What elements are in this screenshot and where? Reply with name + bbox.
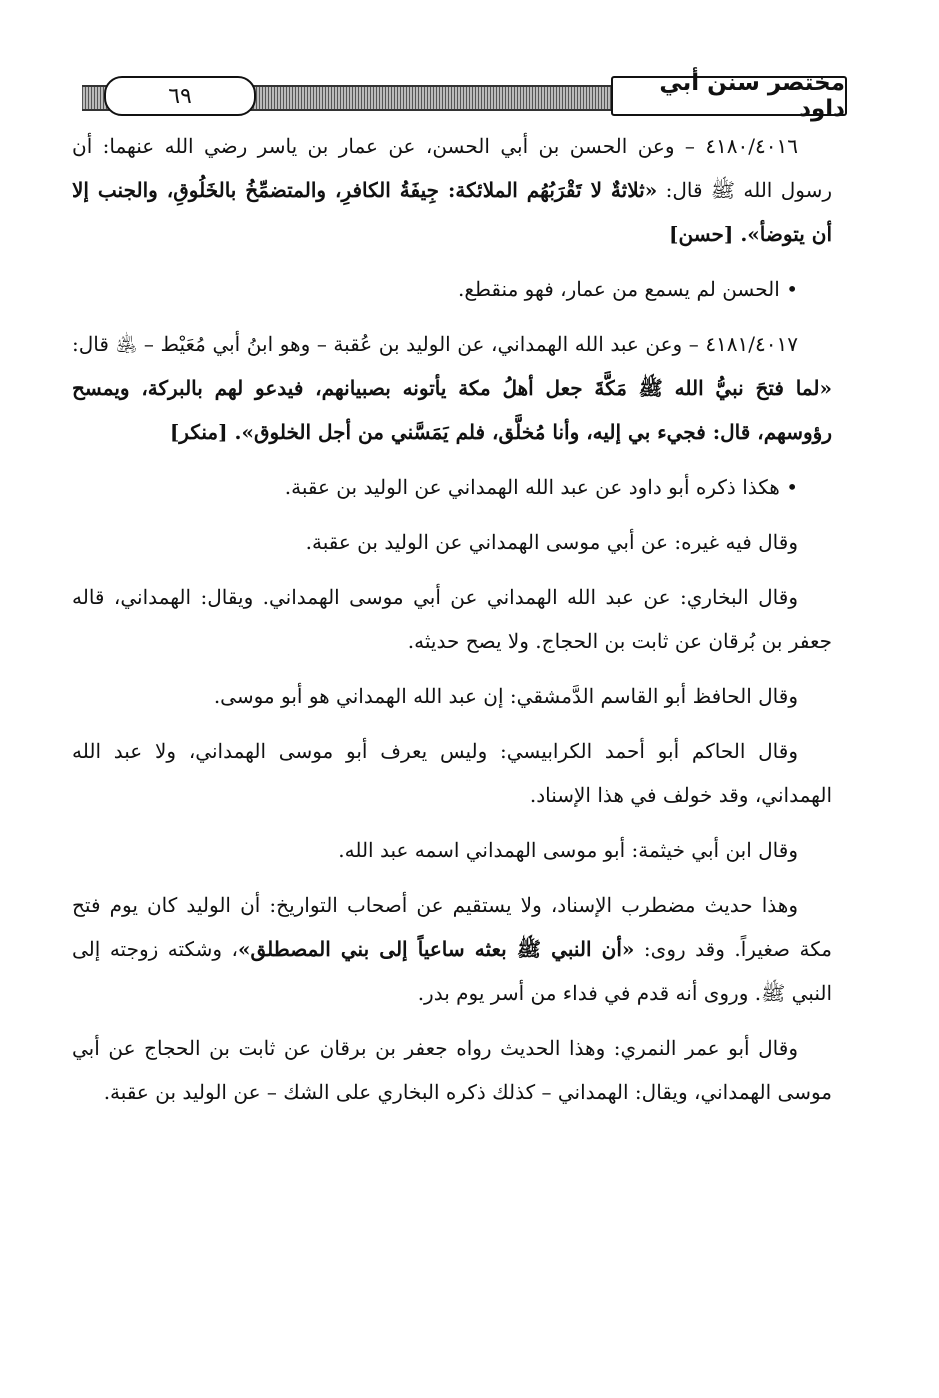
note-hasan-ammar: • الحسن لم يسمع من عمار، فهو منقطع. xyxy=(458,277,798,301)
hadith-4180-chain: ٤١٨٠/٤٠١٦ – وعن الحسن بن أبي الحسن، عن عمار بن ياسر رضي الله عنهما: أن رسول الله ﷺ قال: xyxy=(72,134,832,202)
note-abu-dawud: • هكذا ذكره أبو داود عن عبد الله الهمداني عن الوليد بن عقبة. xyxy=(284,475,798,499)
page-number: ٦٩ xyxy=(104,76,256,116)
note-other-narration: وقال فيه غيره: عن أبي موسى الهمداني عن الوليد بن عقبة. xyxy=(305,530,798,554)
note-bukhari: وقال البخاري: عن عبد الله الهمداني عن أبي موسى الهمداني. ويقال: الهمداني، قاله جعفر بن بُرقان عن ثابت بن الحجاج. ولا يصح حديثه. xyxy=(72,585,832,653)
quoted-narration: «أن النبي ﷺ بعثه ساعياً إلى بني المصطلق» xyxy=(238,937,635,961)
page-header xyxy=(82,70,847,122)
note-abu-umar-namari: وقال أبو عمر النمري: وهذا الحديث رواه جعفر بن برقان عن ثابت بن الحجاج عن أبي موسى الهمداني، ويقال: الهمداني – كذلك ذكره البخاري على الشك – عن الوليد بن عقبة. xyxy=(72,1036,832,1104)
hadith-4180 xyxy=(72,124,832,256)
note-isnad-part-1: وهذا حديث مضطرب الإسناد، ولا يستقيم عن أصحاب التواريخ: أن الوليد كان يوم فتح مكة صغيراً. وقد روى: xyxy=(72,893,833,961)
note-isnad-mudtarib xyxy=(72,883,832,1015)
note-ibn-abi-khaythama: وقال ابن أبي خيثمة: أبو موسى الهمداني اسمه عبد الله. xyxy=(338,838,798,862)
hadith-4181-text: «لما فتحَ نبيُّ الله ﷺ مَكَّةَ جعل أهلُ مكة يأتونه بصبيانهم، فيدعو لهم بالبركة، ويمسح رؤوسهم، قال: فجيء بي إليه، وأنا مُخلَّق، فلم يَمَسَّني من أجل الخلوق». [منكر] xyxy=(72,376,832,444)
note-karabisi: وقال الحاكم أبو أحمد الكرابيسي: وليس يعرف أبو موسى الهمداني، ولا عبد الله الهمداني، وقد خولف في هذا الإسناد. xyxy=(72,739,832,807)
book-title: مختصر سنن أبي داود xyxy=(611,76,847,116)
hadith-4180-text: «ثلاثةٌ لا تَقْرَبُهُم الملائكة: جِيفَةُ الكافرِ، والمتضمِّخُ بالخَلُوقِ، والجنب إلا أن يتوضأ». [حسن] xyxy=(72,178,832,246)
hadith-4181-chain: ٤١٨١/٤٠١٧ – وعن عبد الله الهمداني، عن الوليد بن عُقبة – وهو ابنُ أبي مُعَيْط – ﵁ قال: xyxy=(72,332,798,356)
note-dimashqi: وقال الحافظ أبو القاسم الدَّمشقي: إن عبد الله الهمداني هو أبو موسى. xyxy=(213,684,798,708)
note-isnad-part-2: ، وشكته زوجته إلى النبي ﷺ. وروى أنه قدم في فداء من أسر يوم بدر. xyxy=(72,937,832,1005)
page-body xyxy=(72,124,832,1125)
hadith-4181 xyxy=(72,322,832,454)
